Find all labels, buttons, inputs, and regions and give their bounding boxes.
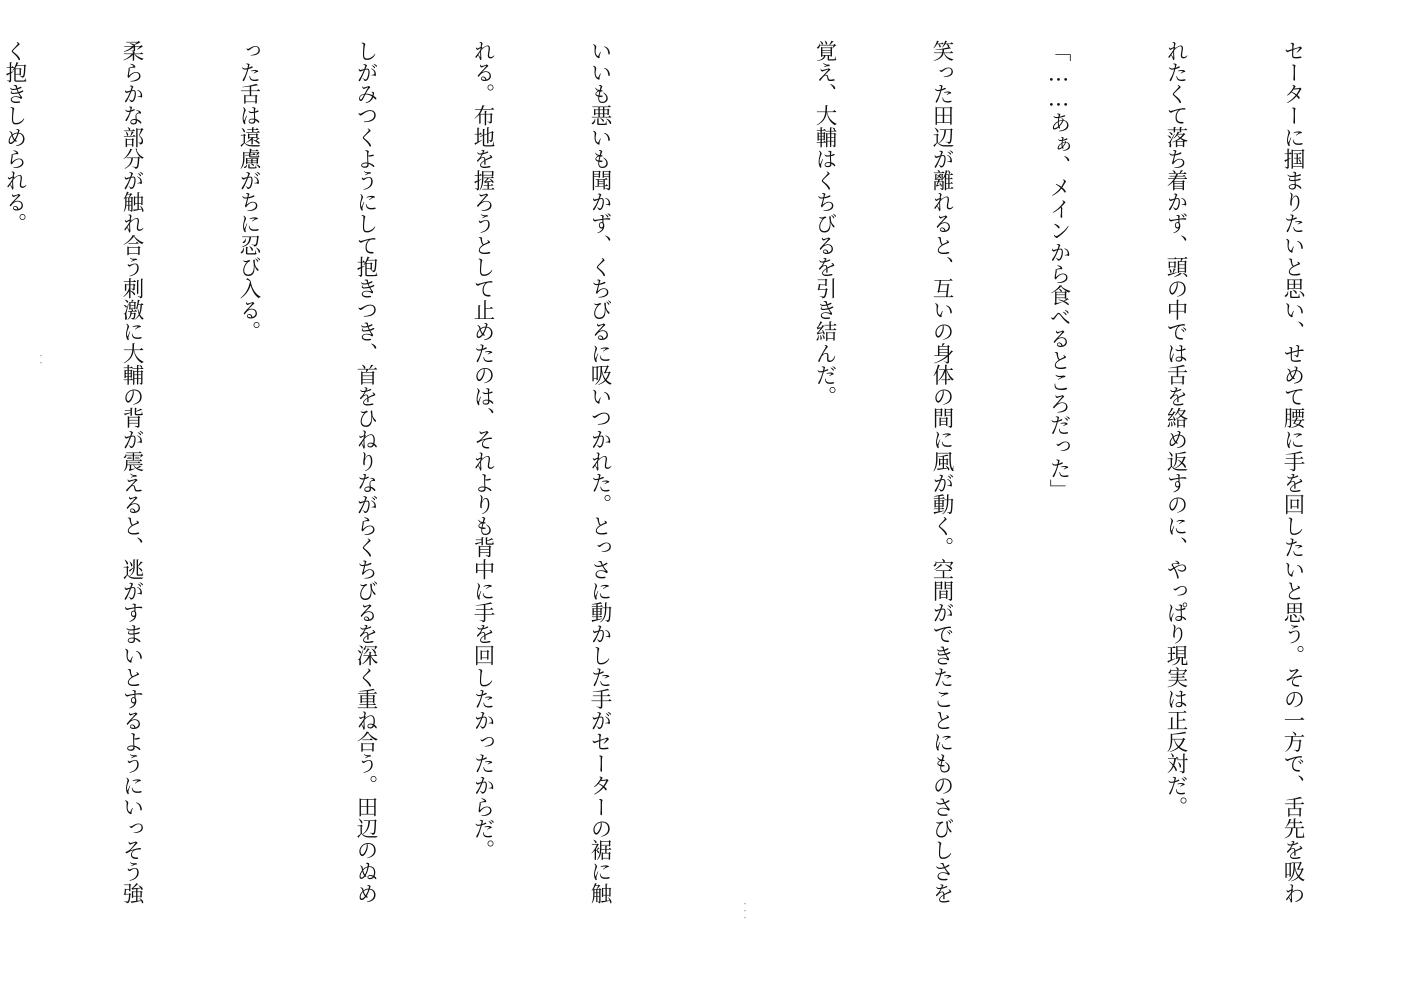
text-line: セーターに掴まりたいと思い、せめて腰に手を回したいと思う。その一方で、舌先を吸わ [1280, 40, 1305, 904]
right-page [730, 0, 1414, 1000]
text-line: った舌は遠慮がちに忍び入る。 [236, 40, 261, 343]
text-line: 笑った田辺が離れると、互いの身体の間に風が動く。空間ができたことにものさびしさを [929, 40, 954, 904]
text-line: く抱きしめられる。 [2, 40, 27, 235]
text-line: 覚え、大輔はくちびるを引き結んだ。 [812, 40, 837, 408]
text-line: 「……あぁ、メインから食べるところだった」 [1046, 40, 1071, 501]
right-page-folio: ・・・ [741, 900, 749, 921]
text-line: 柔らかな部分が触れ合う刺激に大輔の背が震えると、逃がすまいとするようにいっそう強 [119, 40, 144, 904]
left-page-folio: ・・ [37, 352, 45, 366]
text-line: れる。布地を握ろうとして止めたのは、それよりも背中に手を回したかったからだ。 [470, 40, 495, 861]
text-line: れたくて落ち着かず、頭の中では舌を絡め返すのに、やっぱり現実は正反対だ。 [1163, 40, 1188, 818]
right-page-text [730, 40, 1390, 980]
left-page-text [0, 40, 697, 980]
text-line: いいも悪いも聞かず、くちびるに吸いつかれた。とっさに動かした手がセーターの裾に触 [587, 40, 612, 904]
text-line: しがみつくようにして抱きつき、首をひねりながらくちびるを深く重ね合う。田辺のぬめ [353, 40, 378, 904]
